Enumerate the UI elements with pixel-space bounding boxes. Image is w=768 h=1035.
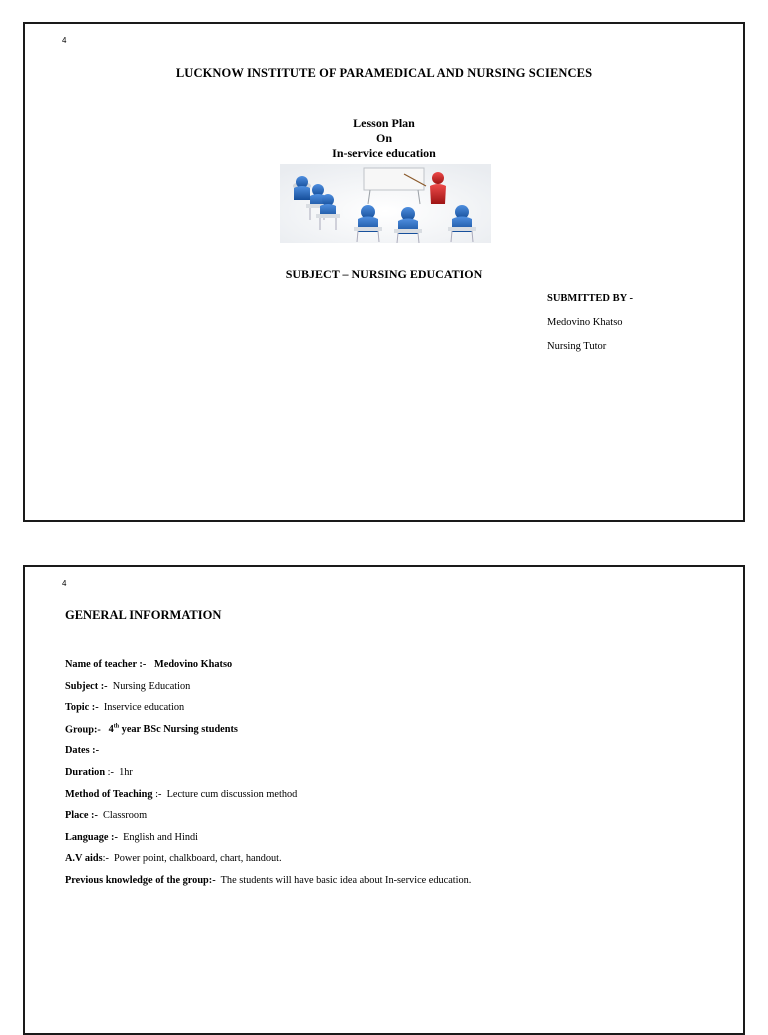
info-row-teacher bbox=[65, 659, 471, 681]
page-number: 4 bbox=[62, 36, 67, 45]
info-row-topic bbox=[65, 702, 471, 724]
info-label: Group:- bbox=[65, 724, 101, 736]
info-label: Dates :- bbox=[65, 745, 100, 757]
lesson-title-line: On bbox=[375, 131, 392, 145]
subject-heading: SUBJECT – NURSING EDUCATION bbox=[285, 267, 483, 281]
info-separator: :- bbox=[152, 788, 162, 800]
info-label: Method of Teaching bbox=[65, 788, 153, 800]
group-text: year BSc Nursing students bbox=[119, 724, 238, 736]
info-value bbox=[109, 724, 238, 735]
submitter-name: Medovino Khatso bbox=[547, 317, 623, 328]
year-number: 4 bbox=[108, 724, 114, 736]
info-value: Classroom bbox=[103, 810, 148, 822]
info-row-group bbox=[65, 724, 471, 746]
info-value: English and Hindi bbox=[123, 831, 199, 843]
info-value: Lecture cum discussion method bbox=[166, 788, 298, 800]
info-label: Subject :- bbox=[65, 680, 108, 692]
general-info-heading: GENERAL INFORMATION bbox=[65, 608, 222, 622]
info-row-av-aids bbox=[65, 853, 471, 875]
title-page bbox=[23, 22, 745, 522]
info-row-language bbox=[65, 832, 471, 854]
info-label: Place :- bbox=[65, 810, 98, 822]
institute-title: LUCKNOW INSTITUTE OF PARAMEDICAL AND NURSING SCIENCES bbox=[175, 66, 593, 80]
info-row-method bbox=[65, 789, 471, 811]
info-value: Power point, chalkboard, chart, handout. bbox=[114, 853, 282, 865]
info-row-place bbox=[65, 810, 471, 832]
submitted-by-block bbox=[547, 293, 633, 365]
lesson-title-line: Lesson Plan bbox=[353, 116, 415, 130]
general-info-page bbox=[23, 565, 745, 1035]
info-value: Nursing Education bbox=[112, 680, 191, 692]
info-value: 1hr bbox=[119, 766, 133, 778]
info-label: Duration bbox=[65, 766, 106, 778]
info-list bbox=[65, 659, 471, 897]
page-number: 4 bbox=[62, 579, 67, 588]
info-row-dates bbox=[65, 745, 471, 767]
info-row-previous-knowledge bbox=[65, 875, 471, 897]
info-value: Inservice education bbox=[103, 702, 185, 714]
lesson-title-block bbox=[25, 116, 743, 161]
info-label: Name of teacher :- bbox=[65, 659, 147, 670]
info-row-duration bbox=[65, 767, 471, 789]
info-separator: :- bbox=[105, 766, 114, 778]
info-row-subject bbox=[65, 681, 471, 703]
submitter-role: Nursing Tutor bbox=[547, 341, 607, 352]
info-label: Previous knowledge of the group:- bbox=[65, 874, 216, 886]
ordinal-suffix: th bbox=[113, 723, 120, 730]
info-value: Medovino Khatso bbox=[154, 659, 233, 670]
lesson-title-line: In-service education bbox=[332, 146, 436, 160]
submitted-by-label: SUBMITTED BY - bbox=[547, 293, 633, 304]
info-label: A.V aids bbox=[65, 853, 103, 865]
info-value: The students will have basic idea about In-service education. bbox=[220, 874, 472, 886]
info-label: Topic :- bbox=[65, 702, 99, 714]
info-label: Language :- bbox=[65, 831, 118, 843]
classroom-illustration bbox=[280, 164, 491, 243]
info-separator: :- bbox=[102, 853, 109, 865]
